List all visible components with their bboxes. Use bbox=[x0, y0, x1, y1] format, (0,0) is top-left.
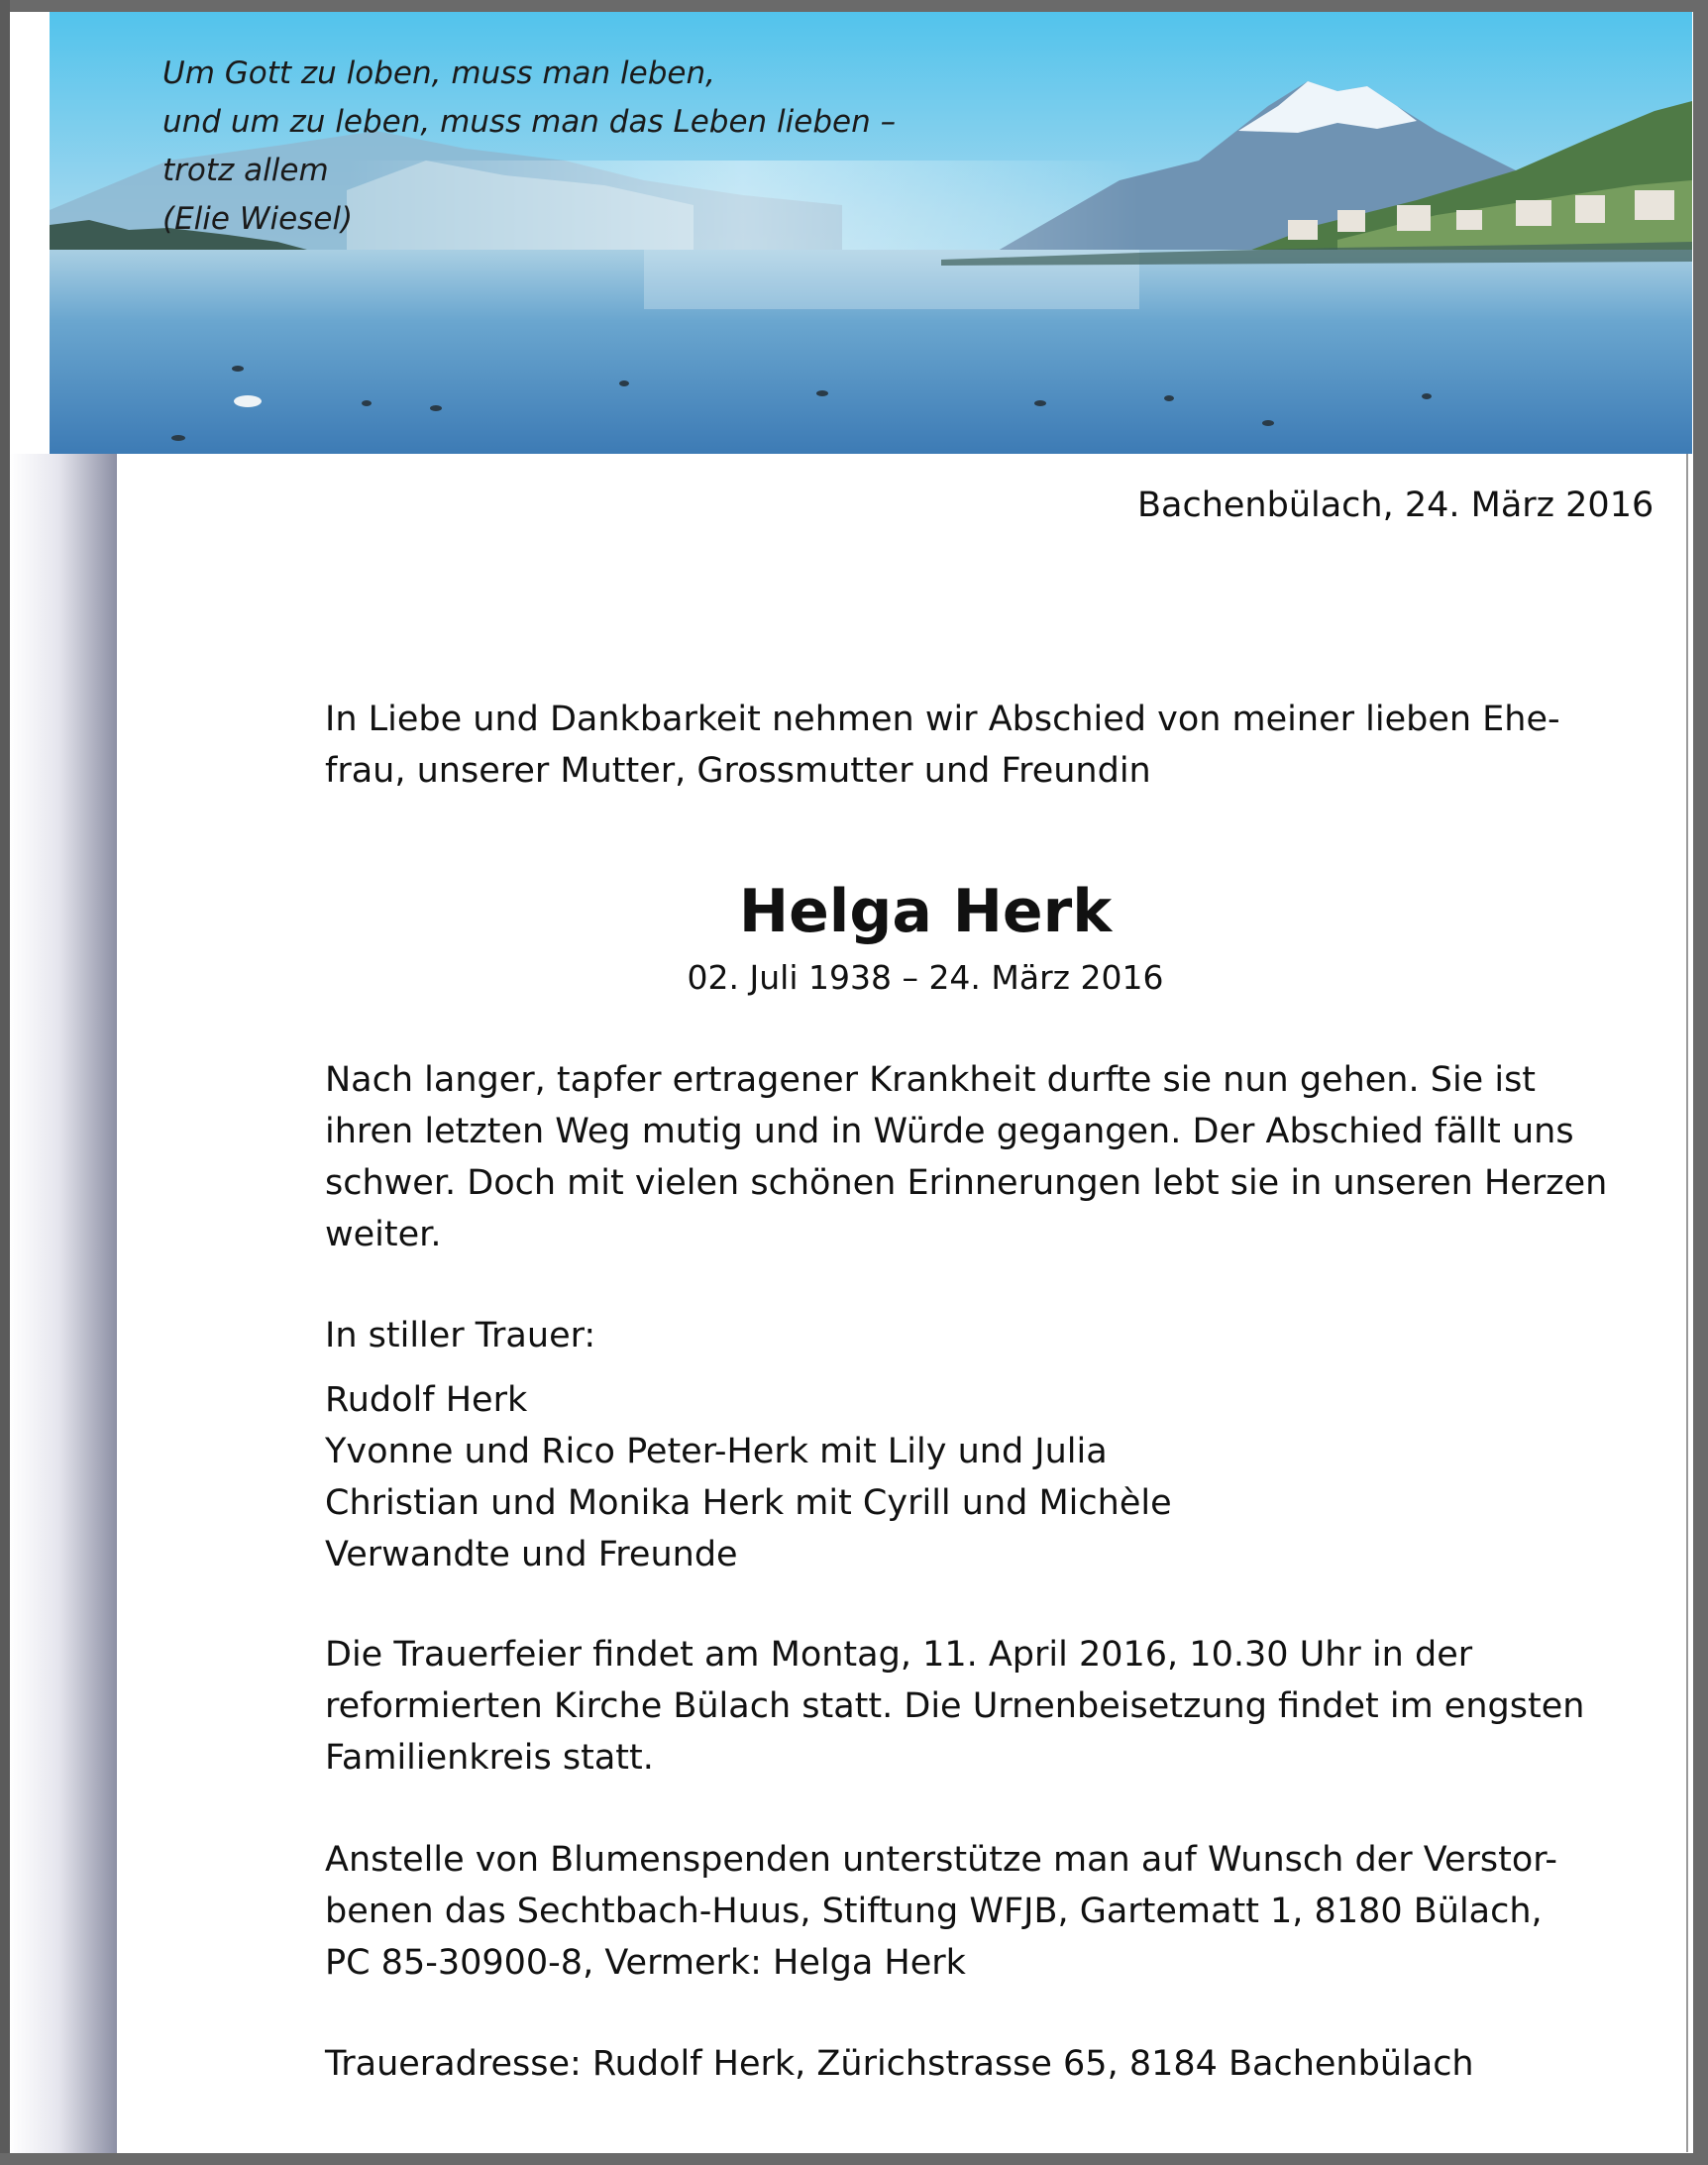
frame-border-bottom bbox=[0, 2153, 1708, 2165]
ceremony-line: Die Trauerfeier findet am Montag, 11. April 2016, 10.30 Uhr in der bbox=[325, 1635, 1473, 1675]
ceremony-line: Familienkreis statt. bbox=[325, 1738, 654, 1778]
donation-info bbox=[325, 1834, 1557, 1989]
quote-line: Um Gott zu loben, muss man leben, bbox=[162, 55, 715, 91]
life-dates: 02. Juli 1938 – 24. März 2016 bbox=[687, 958, 1164, 997]
donation-line: PC 85-30900-8, Vermerk: Helga Herk bbox=[325, 1943, 966, 1983]
message-line: weiter. bbox=[325, 1215, 442, 1254]
quote bbox=[162, 50, 896, 244]
mourner-item: Verwandte und Freunde bbox=[325, 1535, 738, 1574]
frame-border-top bbox=[0, 0, 1708, 12]
frame-border-left bbox=[0, 0, 10, 2165]
mourners-list bbox=[325, 1374, 1172, 1580]
quote-line: trotz allem bbox=[162, 153, 329, 188]
page-side-shadow bbox=[10, 454, 117, 2153]
mourner-item: Yvonne und Rico Peter-Herk mit Lily und Julia bbox=[325, 1432, 1108, 1471]
message-line: Nach langer, tapfer ertragener Krankheit durfte sie nun gehen. Sie ist bbox=[325, 1060, 1537, 1100]
place-date: Bachenbülach, 24. März 2016 bbox=[1137, 486, 1655, 525]
intro-line: frau, unserer Mutter, Grossmutter und Freundin bbox=[325, 751, 1151, 791]
message-line: ihren letzten Weg mutig und in Würde gegangen. Der Abschied fällt uns bbox=[325, 1112, 1574, 1151]
message-line: schwer. Doch mit vielen schönen Erinnerungen lebt sie in unseren Herzen bbox=[325, 1163, 1608, 1203]
ceremony-info bbox=[325, 1629, 1584, 1784]
message-text bbox=[325, 1054, 1607, 1260]
frame-border-right bbox=[1693, 0, 1708, 2165]
ceremony-line: reformierten Kirche Bülach statt. Die Urnenbeisetzung findet im engsten bbox=[325, 1686, 1585, 1726]
mourners-heading: In stiller Trauer: bbox=[325, 1316, 596, 1355]
intro-line: In Liebe und Dankbarkeit nehmen wir Abschied von meiner lieben Ehe- bbox=[325, 700, 1560, 739]
mourner-item: Rudolf Herk bbox=[325, 1380, 528, 1420]
donation-line: Anstelle von Blumenspenden unterstütze man auf Wunsch der Verstor- bbox=[325, 1840, 1558, 1880]
quote-line: und um zu leben, muss man das Leben lieben – bbox=[162, 104, 897, 140]
header-landscape-image bbox=[50, 12, 1692, 454]
mourner-item: Christian und Monika Herk mit Cyrill und Michèle bbox=[325, 1483, 1172, 1523]
deceased-name: Helga Herk bbox=[738, 877, 1113, 946]
donation-line: benen das Sechtbach-Huus, Stiftung WFJB, Gartematt 1, 8180 Bülach, bbox=[325, 1892, 1543, 1931]
quote-author: (Elie Wiesel) bbox=[162, 201, 354, 237]
mourning-address: Traueradresse: Rudolf Herk, Zürichstrasse 65, 8184 Bachenbülach bbox=[325, 2044, 1474, 2084]
intro-text bbox=[325, 694, 1560, 797]
